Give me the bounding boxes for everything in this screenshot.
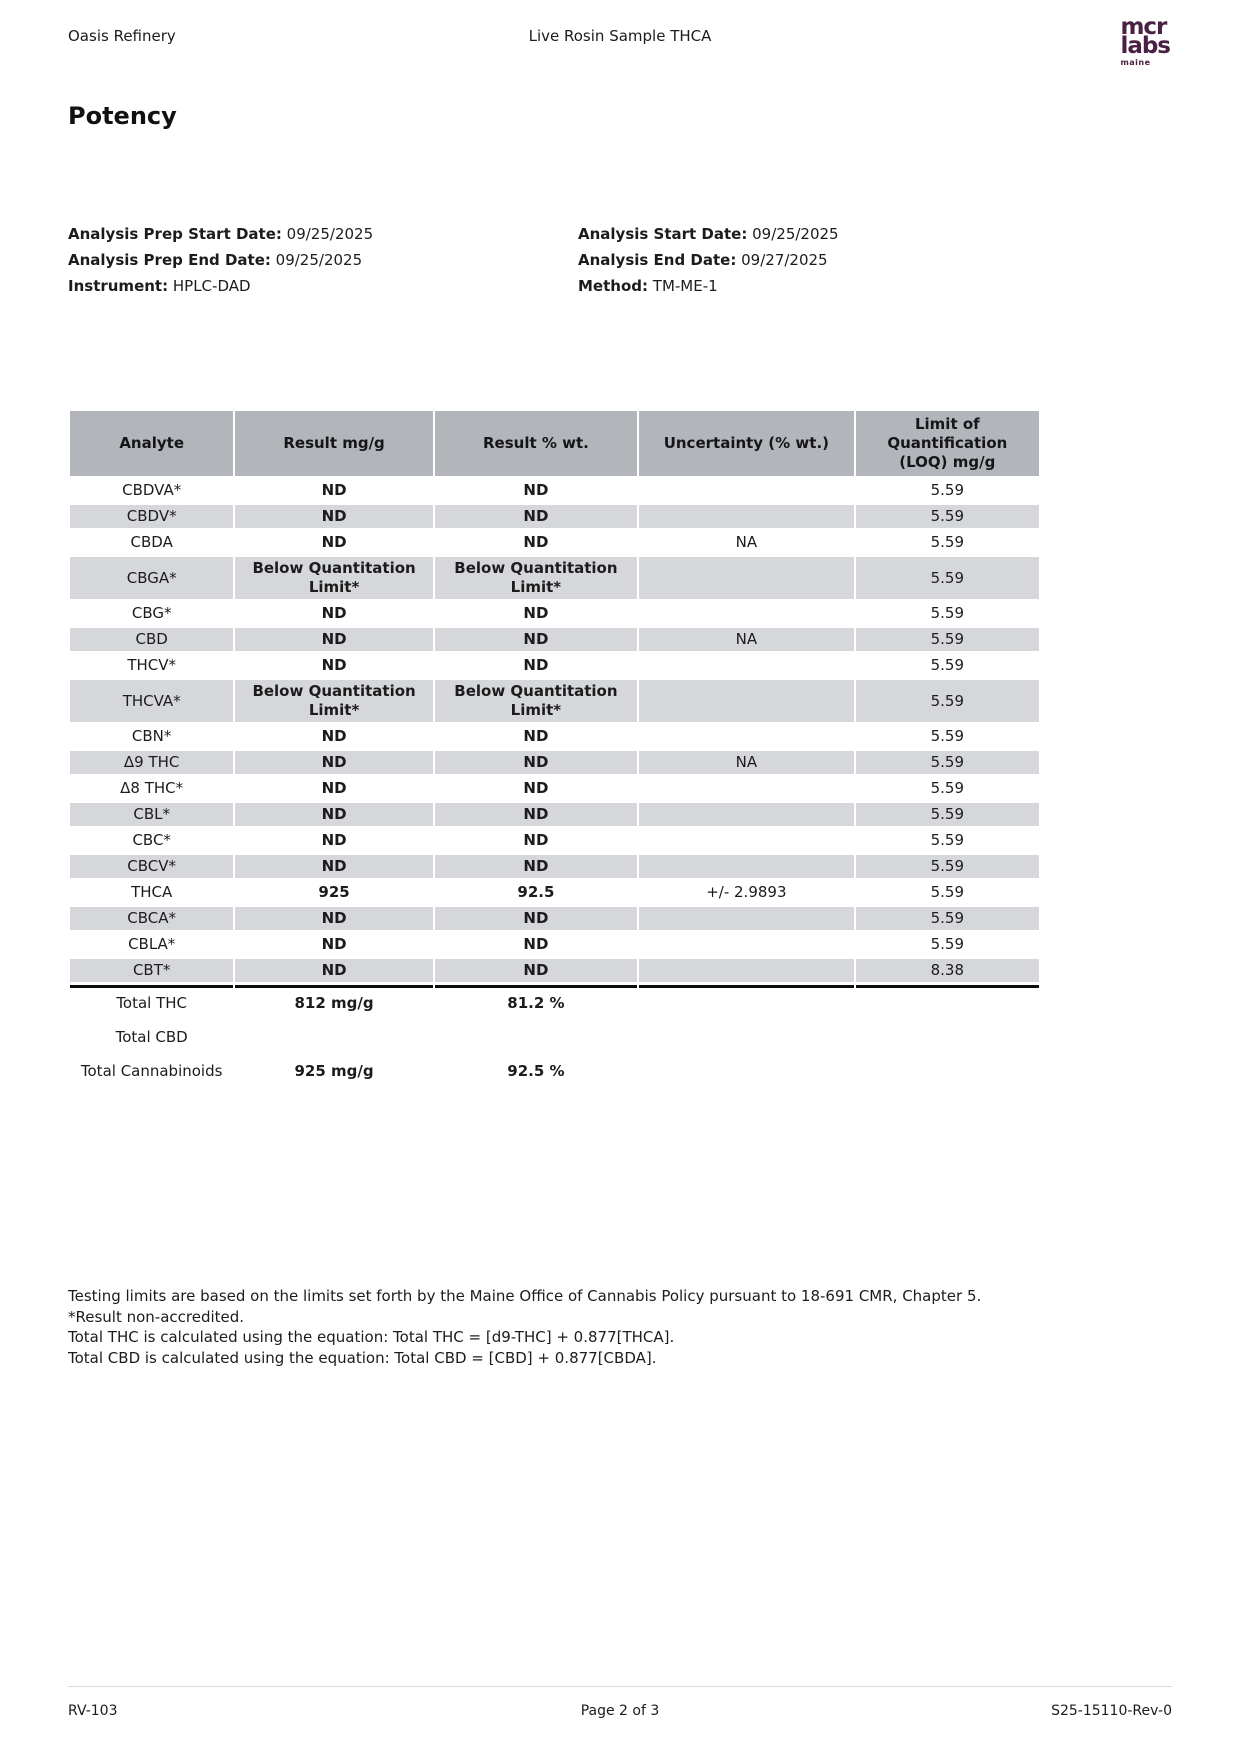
analyte-name: CBCA*	[70, 907, 233, 930]
uncertainty	[639, 777, 854, 800]
result-pct-wt: Below Quantitation Limit*	[435, 557, 637, 599]
total-row	[70, 1056, 1039, 1087]
analyte-name: CBDA	[130, 533, 173, 551]
result-mg-g: Below Quantitation Limit*	[235, 680, 432, 722]
table-row	[70, 505, 1039, 528]
analysis-metadata-right	[578, 226, 1172, 304]
meta-value: HPLC-DAD	[172, 277, 251, 295]
analyte-name: CBN*	[131, 727, 172, 745]
meta-label: Method:	[578, 277, 648, 295]
total-pct-wt	[435, 1022, 637, 1053]
table-row	[70, 680, 1039, 722]
table-row	[70, 751, 1039, 774]
result-pct-wt: ND	[435, 959, 637, 982]
total-uncertainty-spacer	[639, 985, 854, 1019]
mcr-labs-logo	[1120, 14, 1172, 67]
uncertainty	[639, 602, 854, 625]
footnote-total-cbd-equation: Total CBD is calculated using the equation: Total CBD = [CBD] + 0.877[CBDA].	[68, 1348, 657, 1367]
result-pct-wt: ND	[523, 533, 549, 551]
result-mg-g: ND	[235, 907, 432, 930]
analyte-name: CBDV*	[70, 505, 233, 528]
loq: 5.59	[856, 628, 1039, 651]
result-pct-wt: ND	[523, 831, 549, 849]
result-pct-wt: ND	[523, 935, 549, 953]
uncertainty: NA	[639, 751, 854, 774]
column-header-uncertainty: Uncertainty (% wt.)	[639, 411, 854, 476]
table-row	[70, 855, 1039, 878]
loq: 5.59	[930, 779, 965, 797]
total-row	[70, 985, 1039, 1019]
result-mg-g: ND	[235, 855, 432, 878]
result-mg-g: ND	[321, 481, 347, 499]
meta-value: 09/27/2025	[741, 251, 828, 269]
result-mg-g: ND	[235, 959, 432, 982]
total-label: Total CBD	[70, 1022, 233, 1053]
table-row	[70, 479, 1039, 502]
company-name: Oasis Refinery	[68, 27, 176, 45]
meta-label: Instrument:	[68, 277, 169, 295]
meta-label: Analysis Prep Start Date:	[68, 225, 282, 243]
table-row	[70, 602, 1039, 625]
footnote-total-thc-equation: Total THC is calculated using the equation: Total THC = [d9-THC] + 0.877[THCA].	[68, 1328, 675, 1346]
analyte-name: CBGA*	[70, 557, 233, 599]
analyte-name: THCVA*	[70, 680, 233, 722]
result-mg-g: ND	[235, 628, 432, 651]
loq: 5.59	[856, 907, 1039, 930]
totals-table-body	[70, 985, 1039, 1087]
column-header-loq: Limit of Quantification (LOQ) mg/g	[856, 411, 1039, 476]
footnote-testing-limits: Testing limits are based on the limits set forth by the Maine Office of Cannabis Policy pursuant to 18-691 CMR, Chapter 5.	[68, 1287, 982, 1305]
result-mg-g: ND	[235, 505, 432, 528]
result-pct-wt: ND	[435, 505, 637, 528]
page-header	[68, 0, 1172, 70]
logo-text-mcr: mcr	[1120, 14, 1167, 40]
meta-value: 09/25/2025	[752, 225, 839, 243]
method	[578, 278, 1172, 295]
loq: 5.59	[930, 481, 965, 499]
meta-value: 09/25/2025	[286, 225, 374, 243]
footer-page-number: Page 2 of 3	[580, 1703, 660, 1719]
loq: 8.38	[856, 959, 1039, 982]
uncertainty: NA	[639, 628, 854, 651]
sample-name: Live Rosin Sample THCA	[528, 27, 712, 45]
uncertainty: NA	[735, 533, 758, 551]
result-pct-wt: ND	[523, 604, 549, 622]
uncertainty	[639, 725, 854, 748]
loq: 5.59	[856, 680, 1039, 722]
total-mg-g: 812 mg/g	[235, 985, 432, 1019]
column-header-result-pct-wt: Result % wt.	[435, 411, 637, 476]
analyte-name: THCA	[131, 883, 173, 901]
uncertainty	[639, 654, 854, 677]
analyte-name: THCV*	[127, 656, 177, 674]
result-pct-wt: ND	[435, 855, 637, 878]
meta-value: TM-ME-1	[652, 277, 718, 295]
loq: 5.59	[856, 803, 1039, 826]
table-row	[70, 803, 1039, 826]
analyte-name: CBT*	[70, 959, 233, 982]
footer-divider	[68, 1686, 1172, 1687]
result-mg-g: ND	[321, 831, 347, 849]
table-row	[70, 829, 1039, 852]
result-mg-g: ND	[321, 779, 347, 797]
table-row	[70, 654, 1039, 677]
result-mg-g: ND	[321, 656, 347, 674]
analysis-metadata	[68, 226, 1172, 304]
potency-results-table	[68, 408, 1041, 1090]
loq: 5.59	[930, 604, 965, 622]
result-mg-g: ND	[235, 803, 432, 826]
result-mg-g: ND	[321, 604, 347, 622]
table-header-row	[70, 411, 1039, 476]
uncertainty	[639, 479, 854, 502]
result-pct-wt: ND	[523, 481, 549, 499]
uncertainty	[639, 803, 854, 826]
total-label: Total Cannabinoids	[70, 1056, 233, 1087]
footer-doc-code: RV-103	[68, 1703, 118, 1719]
table-row	[70, 959, 1039, 982]
analysis-end-date	[578, 252, 1172, 269]
table-row	[70, 907, 1039, 930]
analyte-name: CBCV*	[70, 855, 233, 878]
total-mg-g: 925 mg/g	[235, 1056, 432, 1087]
result-pct-wt: ND	[435, 803, 637, 826]
table-row	[70, 881, 1039, 904]
uncertainty	[639, 933, 854, 956]
result-pct-wt: ND	[435, 751, 637, 774]
footer-sample-id: S25-15110-Rev-0	[1051, 1703, 1172, 1719]
analyte-name: Δ9 THC	[70, 751, 233, 774]
total-loq-spacer	[856, 1022, 1039, 1053]
total-row	[70, 1022, 1039, 1053]
result-pct-wt: ND	[523, 779, 549, 797]
meta-label: Analysis End Date:	[578, 251, 737, 269]
table-row	[70, 933, 1039, 956]
loq: 5.59	[930, 831, 965, 849]
uncertainty	[639, 907, 854, 930]
total-pct-wt: 92.5 %	[435, 1056, 637, 1087]
logo-text-labs: labs	[1120, 33, 1170, 59]
result-pct-wt: ND	[435, 907, 637, 930]
uncertainty	[639, 829, 854, 852]
result-mg-g: 925	[318, 883, 350, 901]
instrument	[68, 278, 578, 295]
footnotes	[68, 1286, 1172, 1368]
table-row	[70, 777, 1039, 800]
page-title: Potency	[68, 102, 177, 130]
result-pct-wt: ND	[435, 628, 637, 651]
loq: 5.59	[856, 751, 1039, 774]
loq: 5.59	[930, 935, 965, 953]
total-mg-g	[235, 1022, 432, 1053]
meta-label: Analysis Start Date:	[578, 225, 748, 243]
result-pct-wt: Below Quantitation Limit*	[435, 680, 637, 722]
result-pct-wt: ND	[523, 656, 549, 674]
result-pct-wt: ND	[523, 727, 549, 745]
analyte-table-body	[70, 479, 1039, 982]
loq: 5.59	[930, 656, 965, 674]
uncertainty	[639, 855, 854, 878]
total-pct-wt: 81.2 %	[435, 985, 637, 1019]
result-mg-g: ND	[235, 751, 432, 774]
result-mg-g: ND	[321, 935, 347, 953]
result-mg-g: ND	[321, 533, 347, 551]
loq: 5.59	[930, 883, 965, 901]
uncertainty	[639, 557, 854, 599]
analyte-name: CBL*	[70, 803, 233, 826]
analysis-metadata-left	[68, 226, 578, 304]
table-row	[70, 725, 1039, 748]
column-header-analyte: Analyte	[70, 411, 233, 476]
uncertainty	[639, 505, 854, 528]
loq: 5.59	[856, 855, 1039, 878]
total-loq-spacer	[856, 985, 1039, 1019]
logo-text-maine: maine	[1120, 58, 1151, 67]
column-header-result-mg-g: Result mg/g	[235, 411, 432, 476]
uncertainty	[639, 959, 854, 982]
analysis-prep-end-date	[68, 252, 578, 269]
loq: 5.59	[930, 533, 965, 551]
result-mg-g: ND	[321, 727, 347, 745]
total-label: Total THC	[70, 985, 233, 1019]
loq: 5.59	[930, 727, 965, 745]
uncertainty: +/- 2.9893	[706, 883, 787, 901]
analyte-name: CBG*	[131, 604, 172, 622]
meta-label: Analysis Prep End Date:	[68, 251, 271, 269]
result-pct-wt: 92.5	[517, 883, 555, 901]
analyte-name: Δ8 THC*	[120, 779, 184, 797]
analysis-prep-start-date	[68, 226, 578, 243]
meta-value: 09/25/2025	[275, 251, 363, 269]
analyte-name: CBD	[70, 628, 233, 651]
result-mg-g: Below Quantitation Limit*	[235, 557, 432, 599]
total-loq-spacer	[856, 1056, 1039, 1087]
analyte-name: CBDVA*	[122, 481, 182, 499]
analyte-name: CBLA*	[128, 935, 176, 953]
loq: 5.59	[856, 505, 1039, 528]
total-uncertainty-spacer	[639, 1056, 854, 1087]
footnote-non-accredited: *Result non-accredited.	[68, 1307, 245, 1326]
table-row	[70, 628, 1039, 651]
uncertainty	[639, 680, 854, 722]
page-footer	[68, 1686, 1172, 1719]
table-row	[70, 557, 1039, 599]
total-uncertainty-spacer	[639, 1022, 854, 1053]
analyte-name: CBC*	[132, 831, 171, 849]
analysis-start-date	[578, 226, 1172, 243]
loq: 5.59	[856, 557, 1039, 599]
table-row	[70, 531, 1039, 554]
